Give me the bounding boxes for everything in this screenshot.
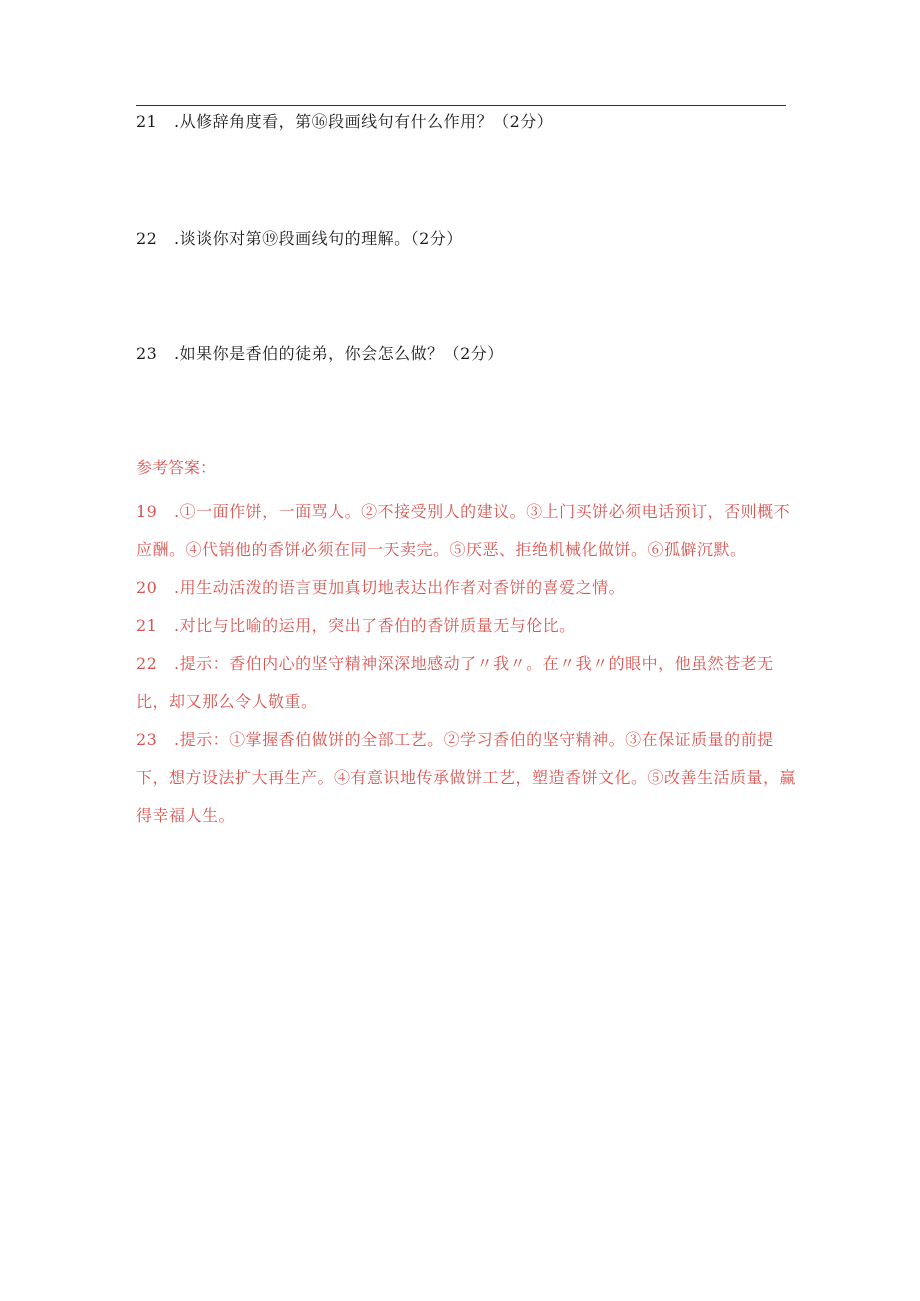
answer-key	[136, 455, 796, 835]
question-text: .如果你是香伯的徒弟，你会怎么做？（2分）	[174, 344, 504, 363]
question-text: .从修辞角度看，第⑯段画线句有什么作用？（2分）	[174, 112, 554, 131]
question-text: .谈谈你对第⑲段画线句的理解。（2分）	[174, 229, 463, 248]
question-23	[136, 342, 504, 366]
answer-20	[136, 569, 796, 607]
answer-text: .提示：①掌握香伯做饼的全部工艺。②学习香伯的坚守精神。③在保证质量的前提下，想方设法扩大再生产。④有意识地传承做饼工艺，塑造香饼文化。⑤改善生活质量，赢得幸福人生。	[136, 730, 797, 825]
answer-key-title: 参考答案：	[136, 458, 217, 477]
question-number: 23	[136, 344, 158, 363]
answer-text: .提示：香伯内心的坚守精神深深地感动了〃我〃。在〃我〃的眼中，他虽然苍老无比，却又那么令人敬重。	[136, 654, 774, 711]
question-number: 22	[136, 229, 158, 248]
answer-number: 21	[136, 616, 158, 635]
question-21	[136, 110, 553, 134]
answer-text: .①一面作饼，一面骂人。②不接受别人的建议。③上门买饼必须电话预订，否则概不应酬。④代销他的香饼必须在同一天卖完。⑤厌恶、拒绝机械化做饼。⑥孤僻沉默。	[136, 502, 791, 559]
question-22	[136, 227, 463, 251]
answer-text: .用生动活泼的语言更加真切地表达出作者对香饼的喜爱之情。	[174, 578, 626, 597]
question-number: 21	[136, 112, 158, 131]
answer-19	[136, 493, 796, 569]
answer-21	[136, 607, 796, 645]
answer-number: 23	[136, 730, 158, 749]
answer-number: 20	[136, 578, 158, 597]
answer-number: 19	[136, 502, 158, 521]
top-divider	[136, 105, 786, 106]
answer-text: .对比与比喻的运用，突出了香伯的香饼质量无与伦比。	[174, 616, 576, 635]
answer-22	[136, 645, 796, 721]
answer-number: 22	[136, 654, 158, 673]
answer-23	[136, 721, 796, 835]
